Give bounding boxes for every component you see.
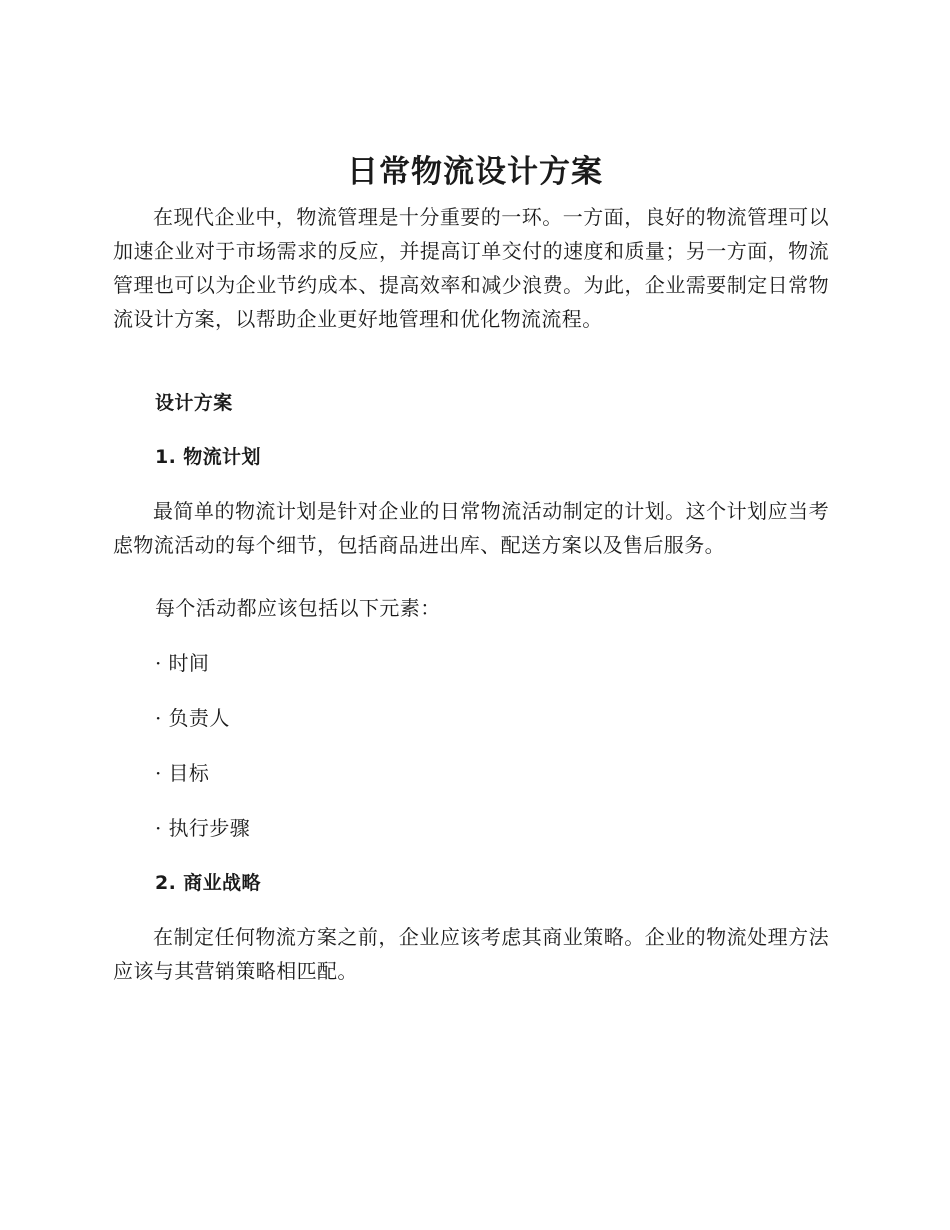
subsection-paragraph-2: 在制定任何物流方案之前，企业应该考虑其商业策略。企业的物流处理方法应该与其营销策略相匹配。 (113, 925, 829, 983)
subsection-heading-1: 1. 物流计划 (155, 446, 261, 468)
document-title: 日常物流设计方案 (347, 154, 603, 190)
subsection-heading-2: 2. 商业战略 (155, 872, 261, 894)
list-item: · 负责人 (155, 706, 230, 730)
list-intro: 每个活动都应该包括以下元素： (155, 596, 441, 620)
intro-paragraph: 在现代企业中，物流管理是十分重要的一环。一方面，良好的物流管理可以加速企业对于市场需求的反应，并提高订单交付的速度和质量；另一方面，物流管理也可以为企业节约成本、提高效率和减少浪费。为此，企业需要制定日常物流设计方案，以帮助企业更好地管理和优化物流流程。 (113, 205, 829, 331)
list-item: · 目标 (155, 761, 210, 785)
list-item: · 执行步骤 (155, 816, 251, 840)
subsection-paragraph-1: 最简单的物流计划是针对企业的日常物流活动制定的计划。这个计划应当考虑物流活动的每个细节，包括商品进出库、配送方案以及售后服务。 (113, 499, 829, 557)
section-heading: 设计方案 (155, 392, 233, 414)
list-item: · 时间 (155, 651, 210, 675)
